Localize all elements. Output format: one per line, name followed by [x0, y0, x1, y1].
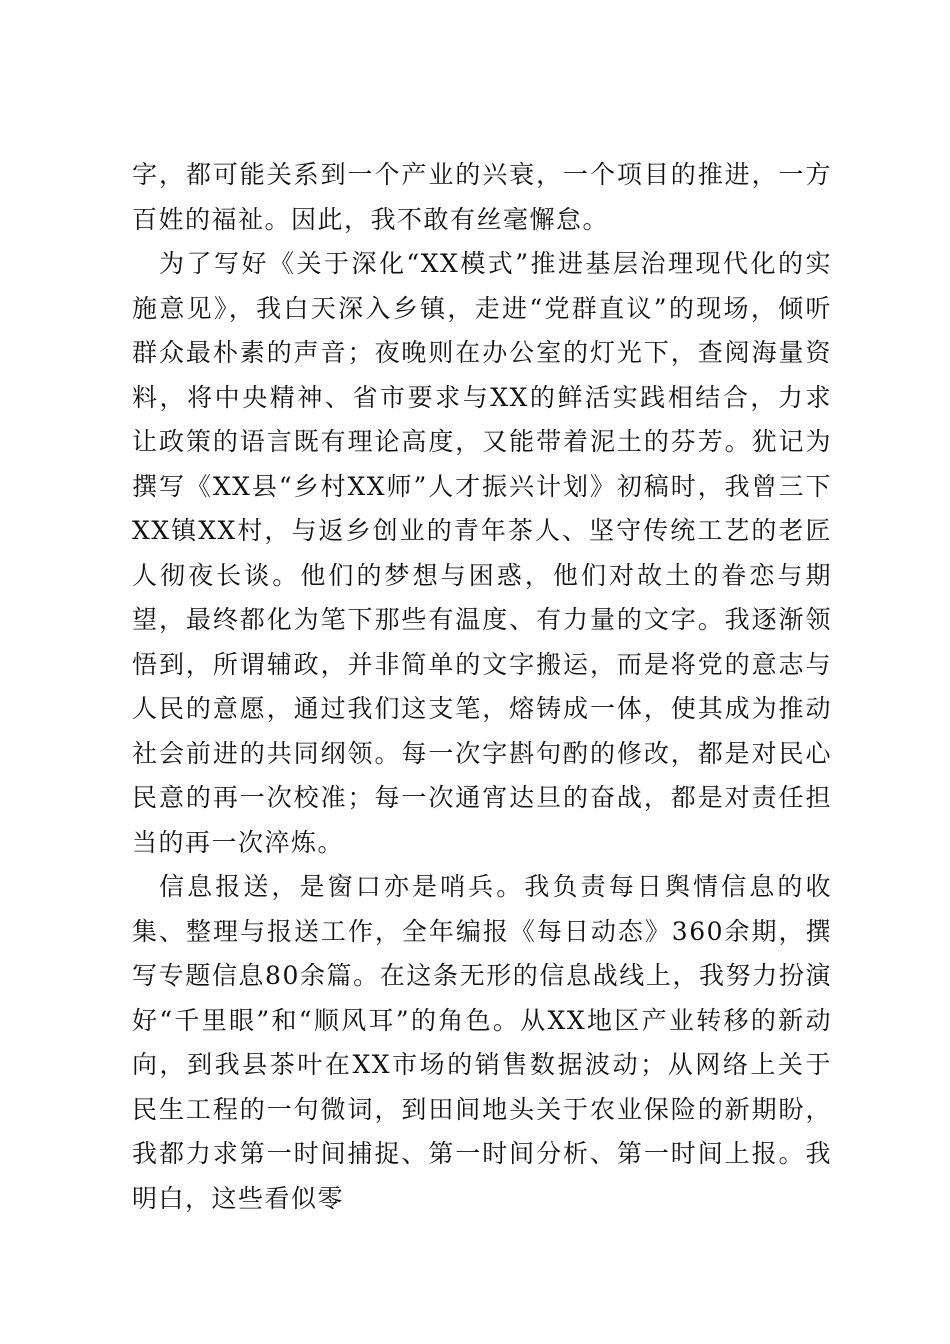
- body-text: [132, 153, 832, 1221]
- paragraph-continuation: 字，都可能关系到一个产业的兴衰，一个项目的推进，一方百姓的福祉。因此，我不敢有丝毫懈怠。: [132, 160, 832, 234]
- paragraph-policy-writing: 为了写好《关于深化“XX模式”推进基层治理现代化的实施意见》，我白天深入乡镇，走进“党群直议”的现场，倾听群众最朴素的声音；夜晚则在办公室的灯光下，查阅海量资料，将中央精神、省市要求与XX的鲜活实践相结合，力求让政策的语言既有理论高度，又能带着泥土的芬芳。犹记为撰写《XX县“乡村XX师”人才振兴计划》初稿时，我曾三下XX镇XX村，与返乡创业的青年茶人、坚守传统工艺的老匠人彻夜长谈。他们的梦想与困惑，他们对故土的眷恋与期望，最终都化为笔下那些有温度、有力量的文字。我逐渐领悟到，所谓辅政，并非简单的文字搬运，而是将党的意志与人民的意愿，通过我们这支笔，熔铸成一体，使其成为推动社会前进的共同纲领。每一次字斟句酌的修改，都是对民心民意的再一次校准；每一次通宵达旦的奋战，都是对责任担当的再一次淬炼。: [132, 249, 832, 857]
- paragraph-information-reporting: 信息报送，是窗口亦是哨兵。我负责每日舆情信息的收集、整理与报送工作，全年编报《每日动态》360余期，撰写专题信息80余篇。在这条无形的信息战线上，我努力扮演好“千里眼”和“顺风耳”的角色。从XX地区产业转移的新动向，到我县茶叶在XX市场的销售数据波动；从网络上关于民生工程的一句微词，到田间地头关于农业保险的新期盼，我都力求第一时间捕捉、第一时间分析、第一时间上报。我明白，这些看似零: [132, 872, 832, 1213]
